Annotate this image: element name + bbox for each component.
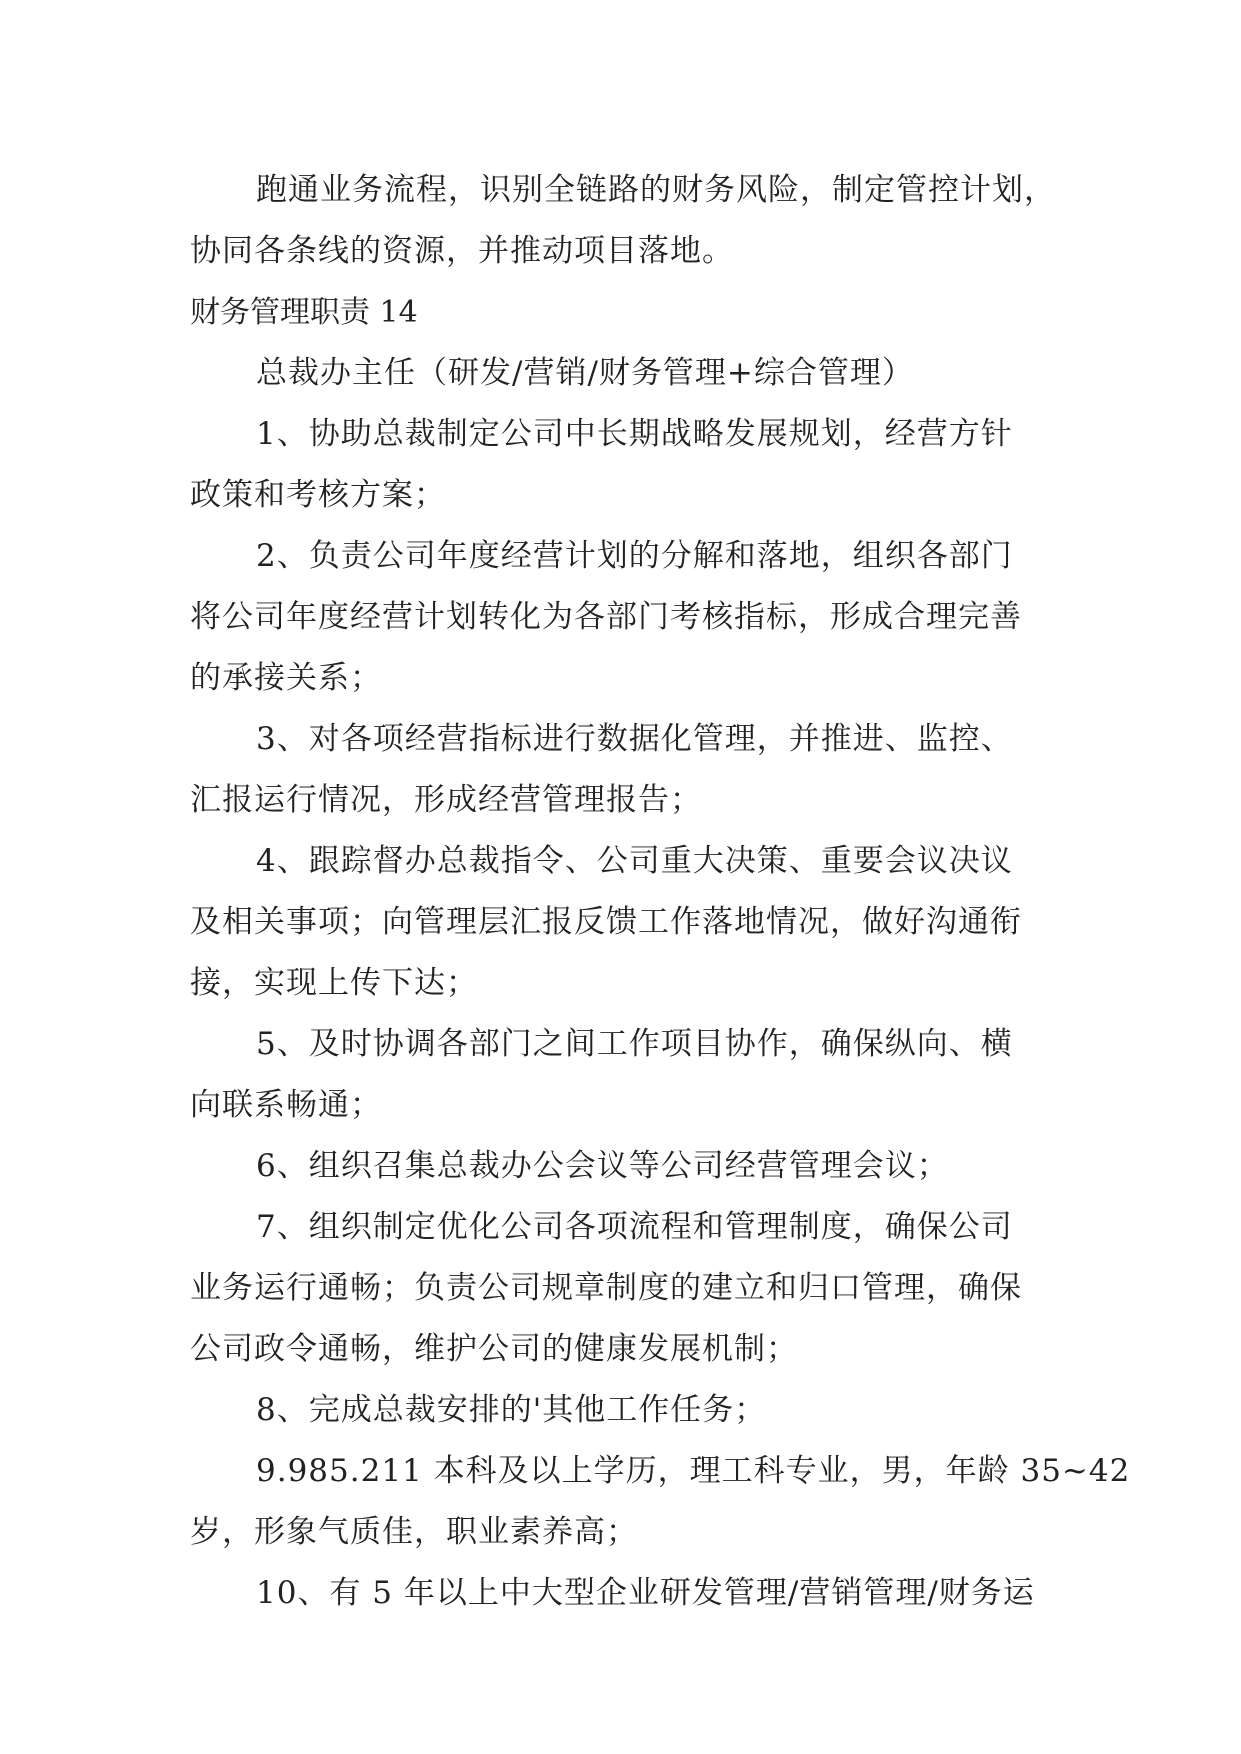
paragraph-line: 将公司年度经营计划转化为各部门考核指标，形成合理完善 (190, 599, 1022, 635)
paragraph-line: 5、及时协调各部门之间工作项目协作，确保纵向、横 (256, 1026, 1013, 1062)
paragraph-line: 6、组织召集总裁办公会议等公司经营管理会议； (256, 1148, 949, 1184)
paragraph-line: 协同各条线的资源，并推动项目落地。 (190, 233, 734, 269)
paragraph-line: 汇报运行情况，形成经营管理报告； (190, 782, 702, 818)
paragraph-line: 公司政令通畅，维护公司的健康发展机制； (190, 1331, 798, 1367)
paragraph-line: 接，实现上传下达； (190, 965, 478, 1001)
paragraph-line: 7、组织制定优化公司各项流程和管理制度，确保公司 (256, 1209, 1013, 1245)
paragraph-line: 政策和考核方案； (190, 477, 446, 513)
paragraph-line: 跑通业务流程，识别全链路的财务风险，制定管控计划， (256, 172, 1056, 208)
job-title-line: 总裁办主任（研发/营销/财务管理+综合管理） (256, 355, 914, 391)
paragraph-line: 2、负责公司年度经营计划的分解和落地，组织各部门 (256, 538, 1013, 574)
section-heading: 财务管理职责 14 (190, 295, 418, 330)
paragraph-line: 业务运行通畅；负责公司规章制度的建立和归口管理，确保 (190, 1270, 1022, 1306)
paragraph-line: 10、有 5 年以上中大型企业研发管理/营销管理/财务运 (256, 1575, 1035, 1611)
paragraph-line: 8、完成总裁安排的'其他工作任务； (256, 1392, 767, 1428)
paragraph-line: 及相关事项；向管理层汇报反馈工作落地情况，做好沟通衔 (190, 904, 1022, 940)
paragraph-line: 的承接关系； (190, 660, 382, 696)
paragraph-line: 3、对各项经营指标进行数据化管理，并推进、监控、 (256, 721, 1013, 757)
paragraph-line: 9.985.211 本科及以上学历，理工科专业，男，年龄 35~42 (256, 1453, 1131, 1489)
document-body (190, 160, 1131, 1624)
paragraph-line: 岁，形象气质佳，职业素养高； (190, 1514, 638, 1550)
paragraph-line: 4、跟踪督办总裁指令、公司重大决策、重要会议决议 (256, 843, 1013, 879)
paragraph-line: 1、协助总裁制定公司中长期战略发展规划，经营方针 (256, 416, 1013, 452)
paragraph-line: 向联系畅通； (190, 1087, 382, 1123)
